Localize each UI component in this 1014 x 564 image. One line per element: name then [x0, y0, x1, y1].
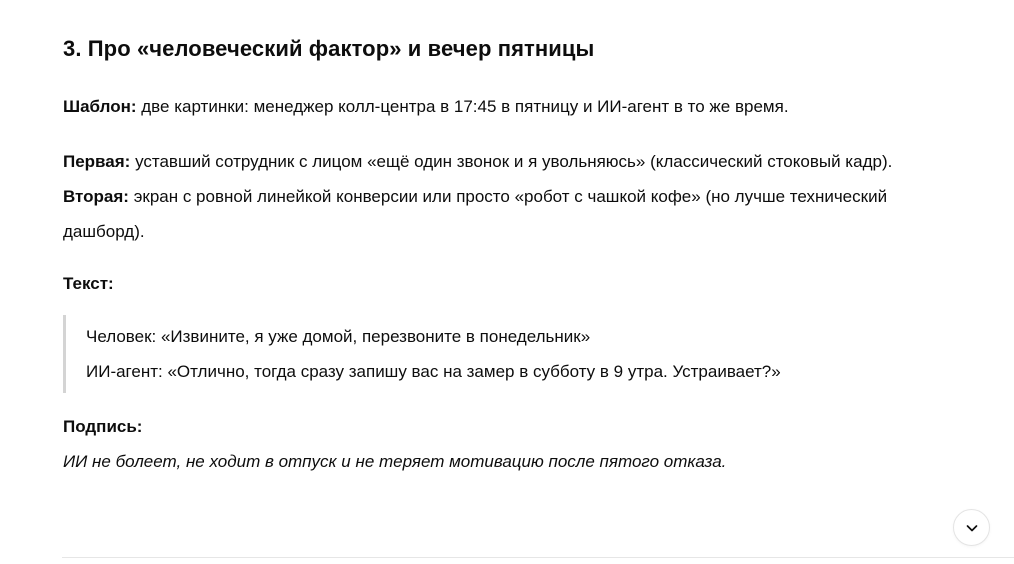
- paragraph-caption: [63, 409, 913, 479]
- caption-text: ИИ не болеет, не ходит в отпуск и не теряет мотивацию после пятого отказа.: [63, 452, 727, 471]
- first-image-text: уставший сотрудник с лицом «ещё один звонок и я увольняюсь» (классический стоковый кадр).: [135, 152, 893, 171]
- paragraph-text-label: [63, 266, 913, 301]
- paragraph-images: [63, 144, 913, 249]
- text-section-label: Текст:: [63, 274, 114, 293]
- section-heading: 3. Про «человеческий фактор» и вечер пятницы: [63, 36, 595, 61]
- template-label: Шаблон:: [63, 97, 137, 116]
- quote-agent-line: ИИ-агент: «Отлично, тогда сразу запишу вас на замер в субботу в 9 утра. Устраивает?»: [86, 362, 781, 381]
- chevron-down-icon: [964, 520, 980, 536]
- caption-label: Подпись:: [63, 417, 143, 436]
- second-image-label: Вторая:: [63, 187, 129, 206]
- message-divider: [62, 557, 1014, 558]
- quote-human-line: Человек: «Извините, я уже домой, перезвоните в понедельник»: [86, 327, 591, 346]
- chat-message: [63, 0, 913, 479]
- scroll-to-bottom-button[interactable]: [953, 509, 990, 546]
- paragraph-template: [63, 89, 913, 124]
- second-image-text: экран с ровной линейкой конверсии или просто «робот с чашкой кофе» (но лучше технический дашборд).: [63, 187, 888, 241]
- first-image-label: Первая:: [63, 152, 131, 171]
- template-text: две картинки: менеджер колл-центра в 17:45 в пятницу и ИИ-агент в то же время.: [141, 97, 789, 116]
- dialogue-quote: [63, 315, 913, 393]
